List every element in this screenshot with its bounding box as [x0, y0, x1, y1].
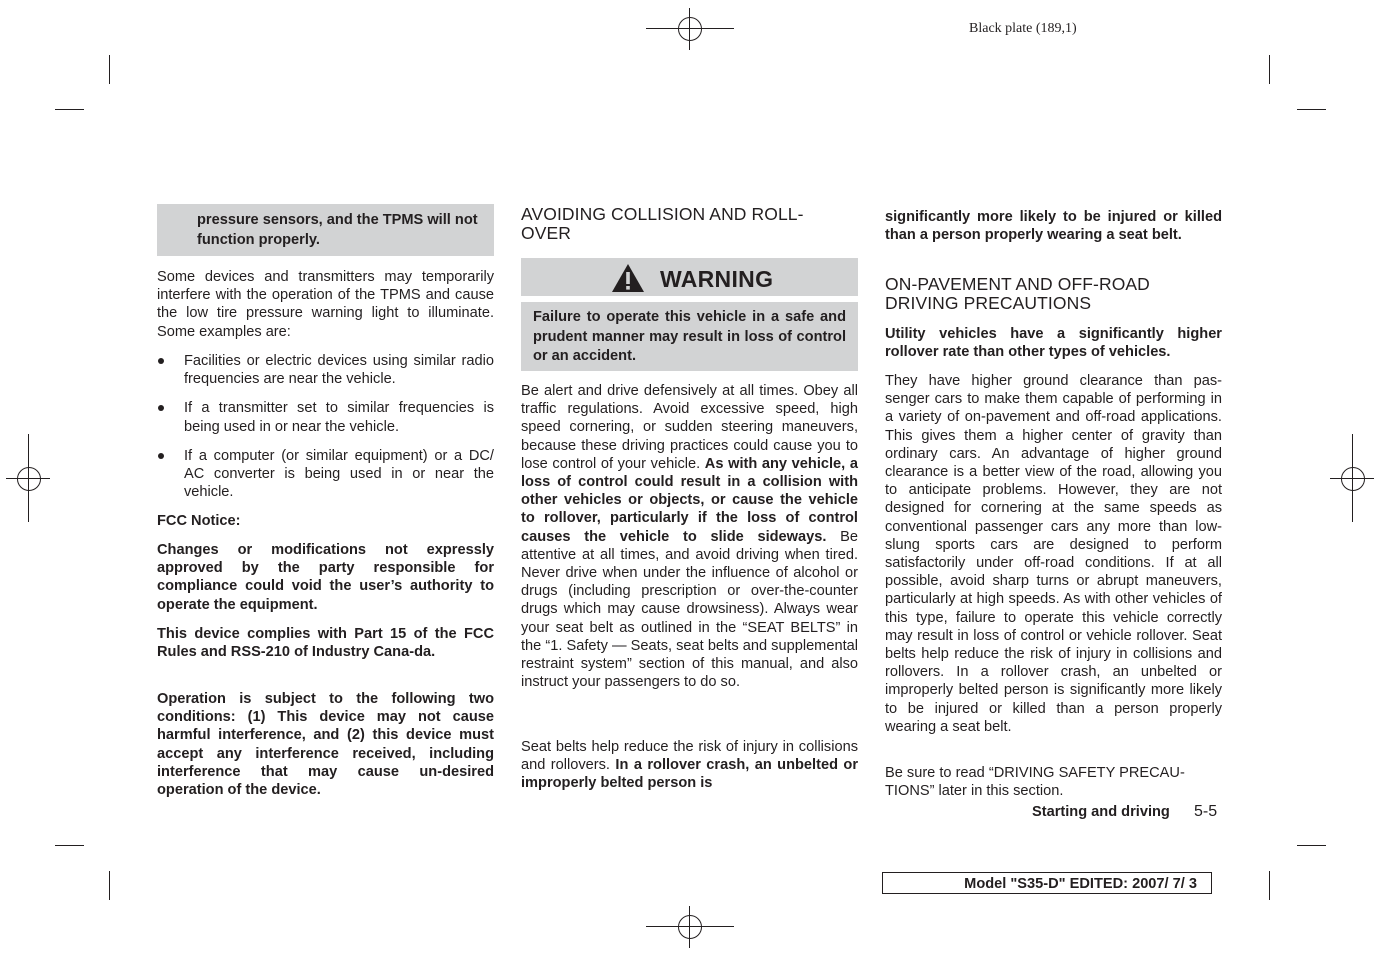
crop-mark: [109, 55, 110, 84]
list-item: If a computer (or similar equipment) or a DC/ AC converter is being used in or near the vehicle.: [157, 447, 494, 502]
read-precautions: Be sure to read “DRIVING SAFETY PRECAU-TIONS” later in this section.: [885, 765, 1185, 800]
crop-mark: [1269, 871, 1270, 900]
plate-label: Black plate (189,1): [969, 21, 1077, 36]
list-item: Facilities or electric devices using similar radio frequencies are near the vehicle.: [157, 352, 494, 388]
examples-list: [157, 352, 494, 501]
section-heading-collision: AVOIDING COLLISION AND ROLL-OVER: [521, 204, 804, 243]
model-edited-box: Model "S35-D" EDITED: 2007/ 7/ 3: [882, 872, 1212, 894]
section-footer-label: Starting and driving: [1032, 804, 1170, 820]
collision-paragraph-1: Be alert and drive defensively at all times. Obey all traffic regulations. Avoid excessive speed, high speed cornering, or sudden steering maneuvers, because these driving practices could cause you to lose control of your vehicle. As with any vehicle, a loss of control could result in a collision with other vehicles or objects, or cause the vehicle to rollover, particularly if the loss of control causes the vehicle to slide sideways. Be attentive at all times, and avoid driving when tired. Never drive when under the influence of alcohol or drugs (including prescription or over-the-counter drugs which may cause drowsiness). Always wear your seat belt as outlined in the “SEAT BELTS” in the “1. Safety — Seats, seat belts and supplemental restraint system” section of this manual, and also instruct your passengers to do so.: [521, 383, 858, 691]
utility-vehicle-lead: Utility vehicles have a significantly higher rollover rate than other types of vehicles.: [885, 326, 1222, 361]
crop-mark: [1297, 109, 1326, 110]
crop-mark: [1297, 845, 1326, 846]
warning-triangle-icon: [611, 263, 645, 293]
warning-title: WARNING: [660, 266, 774, 292]
page-number: 5-5: [1194, 803, 1218, 820]
fcc-title: FCC Notice:: [157, 513, 241, 529]
fcc-paragraph-1: Changes or modifications not expressly approved by the party responsible for compliance could void the user’s authority to operate the equipment.: [157, 542, 494, 613]
fcc-paragraph-2: This device complies with Part 15 of the FCC Rules and RSS-210 of Industry Cana-da.: [157, 626, 494, 661]
tpms-note-box: [157, 204, 494, 256]
crop-mark: [1269, 55, 1270, 84]
crop-mark: [109, 871, 110, 900]
seatbelt-continuation: significantly more likely to be injured or killed than a person properly wearing a seat belt.: [885, 209, 1222, 244]
list-item: If a transmitter set to similar frequencies is being used in or near the vehicle.: [157, 399, 494, 435]
crop-mark: [55, 845, 84, 846]
collision-paragraph-2: Seat belts help reduce the risk of injury in collisions and rollovers. In a rollover crash, an unbelted or improperly belted person is: [521, 739, 859, 792]
warning-box: [521, 302, 858, 371]
bullet-icon: [158, 453, 164, 459]
crop-mark: [55, 109, 84, 110]
fcc-paragraph-3: Operation is subject to the following two conditions: (1) This device may not cause harmful interference, and (2) this device must accept any interference received, including interference that may cause un-desired operation of the device.: [157, 691, 494, 799]
utility-vehicle-body: They have higher ground clearance than pas-senger cars to make them capable of performing in a variety of on-pavement and off-road applications. This gives them a higher center of gravity than ordinary cars. An advantage of higher ground clearance is a better view of the road, allowing you to anticipate problems. However, they are not designed for cornering at the same speeds as conventional passenger cars any more than low-slung sports cars are designed to perform satisfactorily under off-road conditions. If at all possible, avoid sharp turns or abrupt maneuvers, particularly at high speeds. As with other vehicles of this type, failure to operate this vehicle correctly may result in loss of control or vehicle rollover. Seat belts help reduce the risk of injury in collisions and rollovers. In a rollover crash, an unbelted or improperly belted person is significantly more likely to be injured or killed than a person properly wearing a seat belt.: [885, 373, 1222, 735]
tpms-intro: Some devices and transmitters may temporarily interfere with the operation of the TPMS and cause the low tire pressure warning light to illuminate. Some examples are:: [157, 269, 494, 340]
warning-header: [521, 258, 858, 296]
section-heading-pavement: ON-PAVEMENT AND OFF-ROAD DRIVING PRECAUTIONS: [885, 274, 1150, 313]
bullet-icon: [158, 405, 164, 411]
tpms-note-text: pressure sensors, and the TPMS will not function properly.: [197, 212, 478, 248]
warning-text: Failure to operate this vehicle in a safe and prudent manner may result in loss of control or an accident.: [533, 309, 846, 364]
bullet-icon: [158, 358, 164, 364]
